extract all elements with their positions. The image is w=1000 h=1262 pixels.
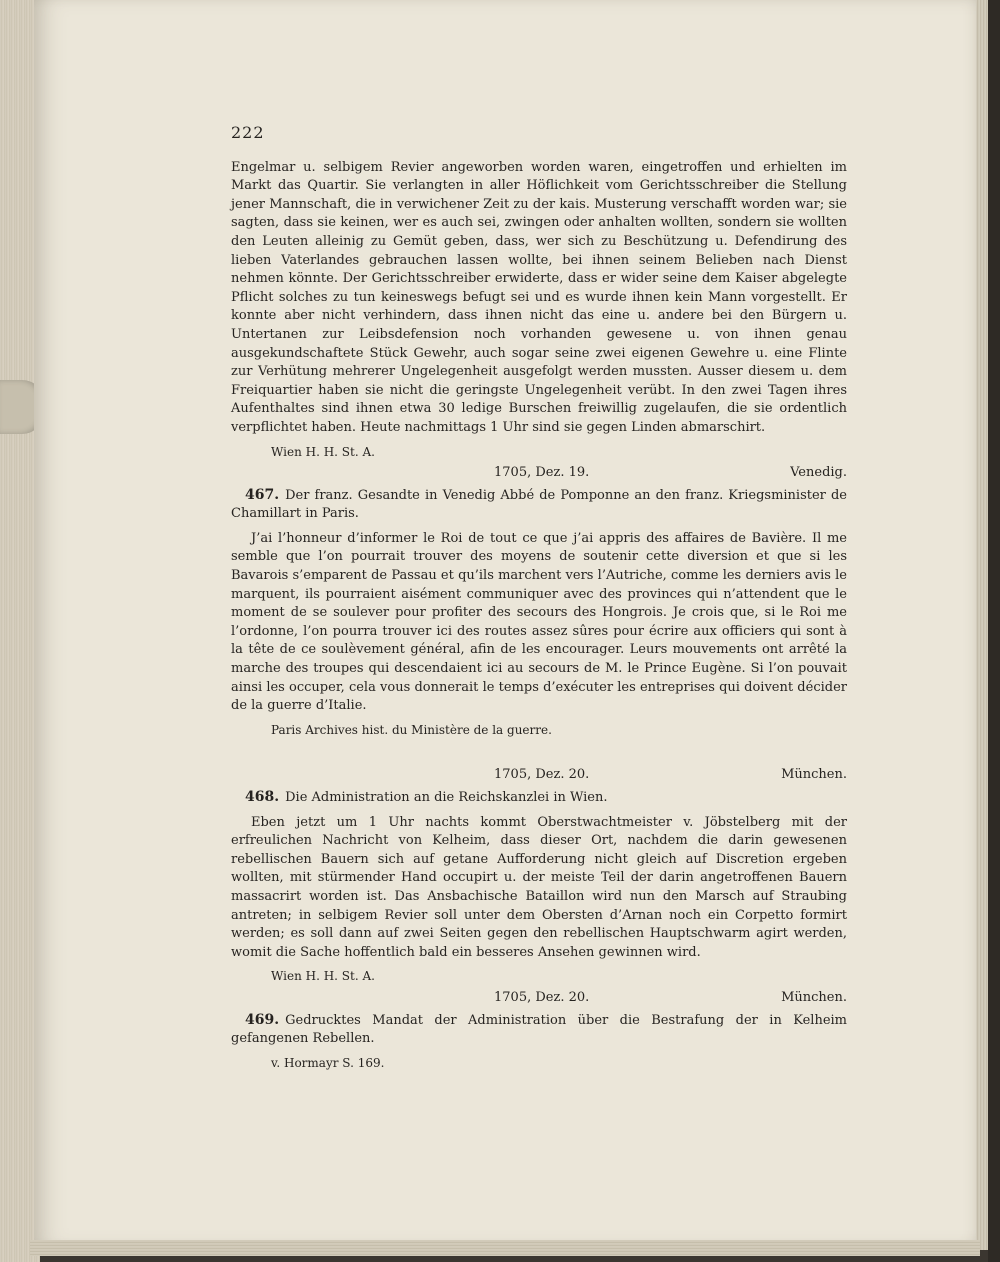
entry-469-place: München. (781, 989, 847, 1005)
page-edge-bottom (30, 1240, 980, 1256)
entry-468-heading (231, 788, 847, 808)
entry-468-source: Wien H. H. St. A. (271, 969, 375, 984)
entry-469-number: 469. (245, 1011, 280, 1028)
page-text (231, 124, 847, 1075)
entry-468-number: 468. (245, 789, 280, 805)
continuation-source: Wien H. H. St. A. (271, 444, 375, 459)
entry-467-number: 467. (245, 486, 280, 503)
entry-467-date: 1705, Dez. 19. (494, 465, 590, 481)
entry-468-body: Eben jetzt um 1 Uhr nachts kommt Oberstwachtmeister v. Jöbstelberg mit der erfreulichen Nachricht von Kelheim, dass dieser Ort, nachdem die darin gewesenen rebellischen Bauern sich auf getane Aufforderung nicht gleich auf Discretion ergeben wollten, mit stürmender Hand occupirt u. der meiste Teil der darin angetroffenen Bauern massacrirt worden ist. Das Ansbachische Bataillon wird nun den Marsch auf Straubing antreten; in selbigem Revier soll unter dem Obersten d’Arnan noch ein Corpetto formirt werden; es soll dann auf zwei Seiten gegen den rebellischen Hauptschwarm agirt werden, womit die Sache hoffentlich bald ein besseres Ansehen gewinnen wird. (231, 814, 847, 960)
entry-469-source: v. Hormayr S. 169. (271, 1055, 385, 1070)
entry-467-title: Der franz. Gesandte in Venedig Abbé de Pomponne an den franz. Kriegsminister de Chamillart in Paris. (231, 487, 847, 522)
background-strip (988, 0, 1000, 1262)
entry-467-body: J’ai l’honneur d’informer le Roi de tout ce que j’ai appris des affaires de Bavière. Il me semble que l’on pourrait trouver des moyens de soutenir cette diversion et que si les Bavarois s’emparent de Passau et qu’ils marchent vers l’Autriche, comme les derniers avis le marquent, ils pourraient aisément communiquer avec des provinces qui n’attendent que le moment de se soulever pour profiter des secours des Hongrois. Je crois que, si le Roi me l’ordonne, l’on pourra trouver ici des routes assez sûres pour écrire aux officiers qui sont à la tête de ce soulèvement général, afin de les encourager. Leurs mouvements ont arrêté la marche des troupes qui descendaient ici au secours de M. le Prince Eugène. Si l’on pouvait ainsi les occuper, cela vous donnerait le temps d’exécuter les entreprises qui doivent décider de la guerre d’Italie. (231, 530, 847, 714)
entry-468-title: Die Administration an die Reichskanzlei in Wien. (285, 790, 608, 805)
entry-467-place: Venedig. (790, 465, 847, 481)
entry-468-date: 1705, Dez. 20. (494, 767, 590, 783)
entry-467-dateline (231, 464, 847, 483)
page-number: 222 (231, 123, 265, 142)
entry-467-heading (231, 486, 847, 524)
entry-469-title: Gedrucktes Mandat der Administration über die Bestrafung der in Kelheim gefangenen Rebellen. (231, 1012, 847, 1047)
entry-468-dateline (231, 766, 847, 785)
entry-467-source: Paris Archives hist. du Ministère de la guerre. (271, 722, 552, 737)
continuation-paragraph: Engelmar u. selbigem Revier angeworben worden waren, eingetroffen und erhielten im Markt das Quartir. Sie verlangten in aller Höflichkeit vom Gerichtsschreiber die Stellung jener Mannschaft, die in verwichener Zeit zu der kais. Musterung verschafft worden war; sie sagten, dass sie keinen, wer es auch sei, zwingen oder anhalten wollten, sondern sie wollten den Leuten alleinig zu Gemüt geben, dass, wer sich zu Beschützung u. Defendirung des lieben Vaterlandes gebrauchen lassen wollte, bei ihnen seinem Belieben nach Dienst nehmen könnte. Der Gerichtsschreiber erwiderte, dass er wider seine dem Kaiser abgelegte Pflicht solches zu tun keineswegs befugt sei und es wurde ihnen kein Mann vorgestellt. Er konnte aber nicht verhindern, dass ihnen nicht das eine u. andere bei den Bürgern u. Untertanen zur Leibsdefension noch vorhanden gewesene u. von ihnen genau ausgekundschaftete Stück Gewehr, auch sogar seine zwei eigenen Gewehre u. eine Flinte zur Verhütung mehrerer Ungelegenheit ausgefolgt werden mussten. Ausser diesem u. dem Freiquartier haben sie nicht die geringste Ungelegenheit verübt. In den zwei Tagen ihres Aufenthaltes sind ihnen etwa 30 ledige Burschen freiwillig zugelaufen, die sie ordentlich verpflichtet haben. Heute nachmittags 1 Uhr sind sie gegen Linden abmarschirt. (231, 159, 847, 435)
entry-468-place: München. (781, 767, 847, 783)
entry-469-date: 1705, Dez. 20. (494, 989, 590, 1005)
entry-469-dateline (231, 989, 847, 1008)
entry-469-heading (231, 1011, 847, 1049)
